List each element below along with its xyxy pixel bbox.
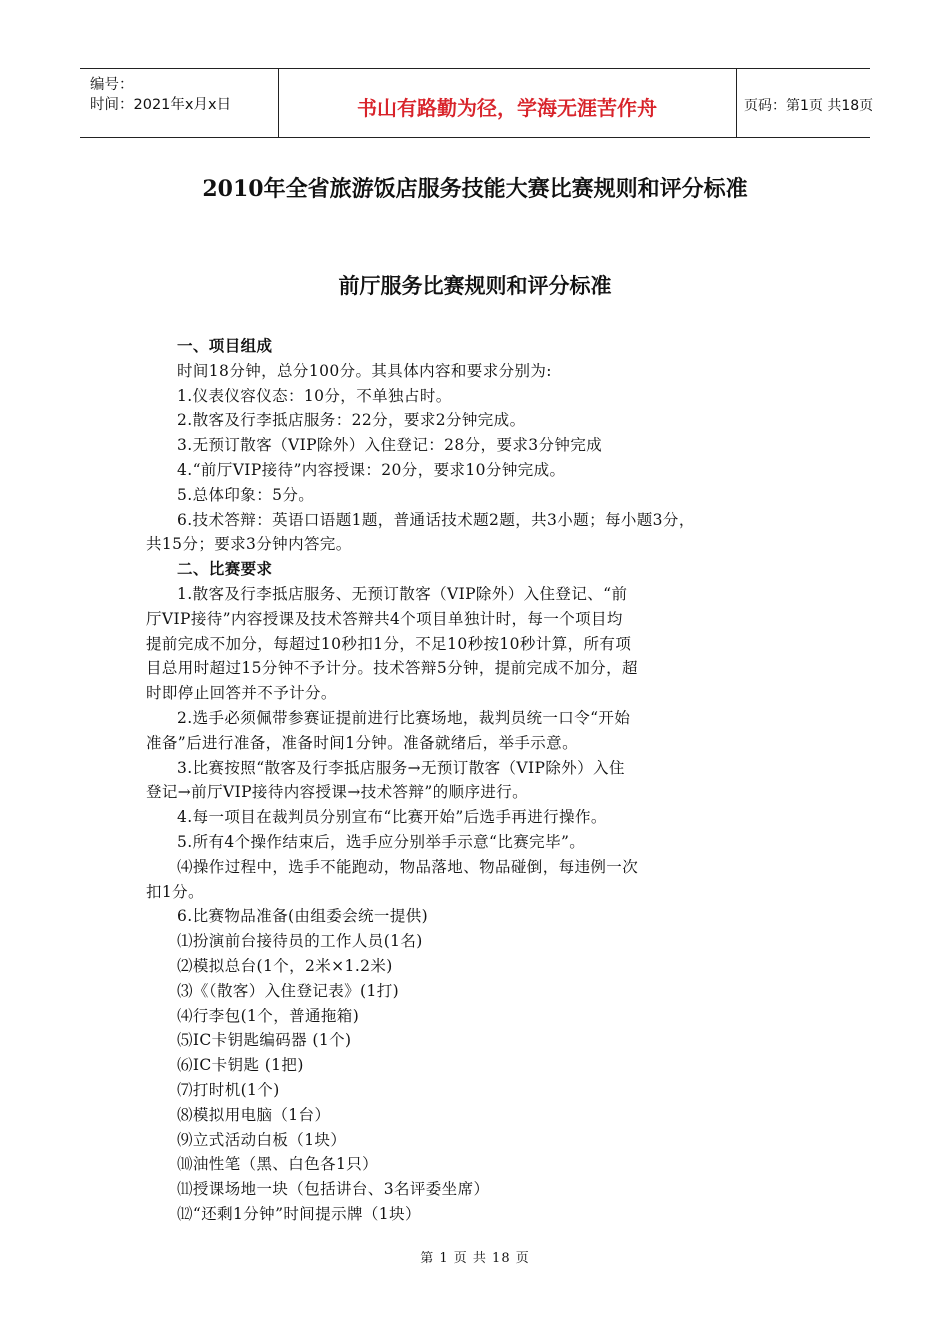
body-line: 时间18分钟，总分100分。其具体内容和要求分别为: [177,361,552,380]
body-line: ⑼立式活动白板（1块） [177,1130,347,1149]
number-label: 编号： [90,77,134,93]
body-line: 1.仪表仪容仪态：10分，不单独占时。 [177,386,452,405]
section-title: 前厅服务比赛规则和评分标准 [338,273,612,298]
header-motto-cell [278,69,737,137]
body-line: 目总用时超过15分钟不予计分。技术答辩5分钟，提前完成不加分，超 [146,659,638,678]
body-line: 2.散客及行李抵店服务：22分，要求2分钟完成。 [177,411,526,430]
body-line: 3.比赛按照“散客及行李抵店服务→无预订散客（VIP除外）入住 [177,758,625,777]
body-line: ⑸IC卡钥匙编码器 (1个) [177,1031,352,1050]
body-line: 准备”后进行准备，准备时间1分钟。准备就绪后，举手示意。 [146,733,578,752]
body-line: ⑴扮演前台接待员的工作人员(1名) [177,932,423,951]
body-line: ⑽油性笔（黑、白色各1只） [177,1155,379,1174]
body-line: 5.所有4个操作结束后，选手应分别举手示意“比赛完毕”。 [177,832,586,851]
body-line: ⑹IC卡钥匙 (1把) [177,1056,304,1075]
body-line: ⑿“还剩1分钟”时间提示牌（1块） [177,1204,421,1223]
motto-text: 书山有路勤为径，学海无涯苦作舟 [357,96,657,120]
body-line: 时即停止回答并不予计分。 [146,684,337,703]
body-line: ⑵模拟总台(1个，2米×1.2米) [177,956,393,975]
section-heading: 二、比赛要求 [177,560,273,579]
section-heading: 一、项目组成 [177,337,273,355]
body-line: 厅VIP接待”内容授课及技术答辩共4个项目单独计时，每一个项目均 [146,609,623,628]
page-info: 页码：第1页 共18页 [744,98,874,114]
body-line: ⑾授课场地一块（包括讲台、3名评委坐席） [177,1180,490,1199]
document-header [80,68,874,138]
body-line: 6.比赛物品准备(由组委会统一提供) [177,907,429,926]
header-page-cell [736,69,874,137]
body-line: 6.技术答辩：英语口语题1题，普通话技术题2题，共3小题；每小题3分， [177,510,695,529]
body-line: 3.无预订散客（VIP除外）入住登记：28分，要求3分钟完成 [177,436,603,455]
body-line: ⑷操作过程中，选手不能跑动，物品落地、物品碰倒，每违例一次 [177,857,639,876]
body-line: ⑷行李包(1个，普通拖箱) [177,1006,360,1025]
body-line: ⑺打时机(1个) [177,1080,280,1099]
document-body [146,334,816,1227]
document-title: 2010年全省旅游饭店服务技能大赛比赛规则和评分标准 [202,176,748,202]
body-line: 提前完成不加分，每超过10秒扣1分，不足10秒按10秒计算，所有项 [146,634,632,653]
body-line: 共15分；要求3分钟内答完。 [146,535,352,554]
body-line: ⑻模拟用电脑（1台） [177,1105,331,1124]
body-line: 2.选手必须佩带参赛证提前进行比赛场地，裁判员统一口令“开始 [177,708,631,727]
body-line: 登记→前厅VIP接待内容授课→技术答辩”的顺序进行。 [146,783,529,802]
body-line: 5.总体印象：5分。 [177,485,315,504]
header-meta-cell [80,69,279,137]
body-line: 4.“前厅VIP接待”内容授课：20分，要求10分钟完成。 [177,460,566,479]
body-line: 4.每一项目在裁判员分别宣布“比赛开始”后选手再进行操作。 [177,808,607,827]
time-label: 时间：2021年x月x日 [90,97,232,113]
page-footer: 第 1 页 共 18 页 [420,1251,530,1266]
body-line: ⑶《（散客）入住登记表》(1打) [177,981,400,1000]
body-line: 1.散客及行李抵店服务、无预订散客（VIP除外）入住登记、“前 [177,584,628,603]
body-line: 扣1分。 [146,882,204,901]
